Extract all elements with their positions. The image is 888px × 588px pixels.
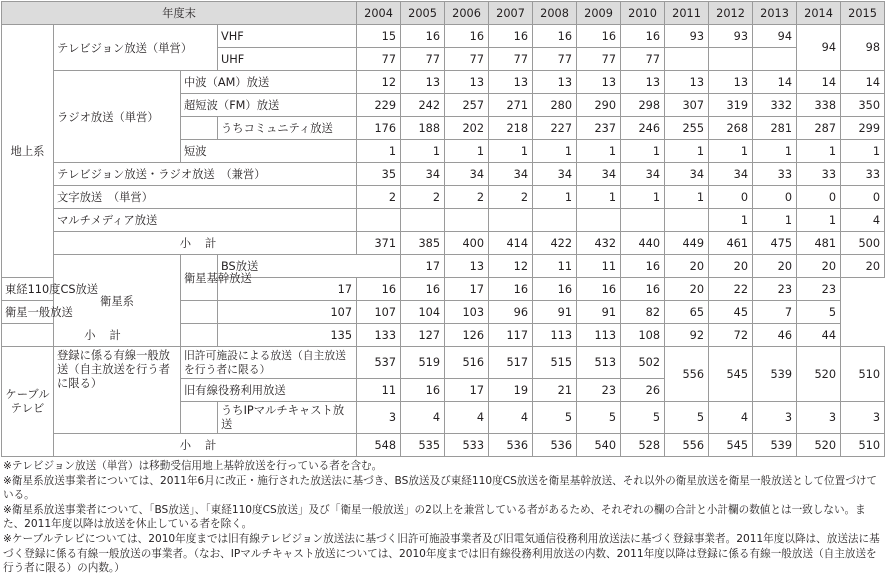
table-cell xyxy=(489,209,533,232)
table-cell: 82 xyxy=(621,301,665,324)
table-cell: 16 xyxy=(489,278,533,301)
table-cell: 1 xyxy=(797,140,841,163)
table-cell: 20 xyxy=(841,255,885,278)
table-cell: 422 xyxy=(533,232,577,255)
table-cell: 46 xyxy=(753,324,797,347)
table-cell: 77 xyxy=(621,48,665,71)
table-cell: 34 xyxy=(621,163,665,186)
table-cell: 515 xyxy=(533,347,577,379)
table-cell: 16 xyxy=(621,278,665,301)
table-cell: 539 xyxy=(753,347,797,402)
table-cell: 533 xyxy=(445,434,489,457)
table-row xyxy=(2,255,885,278)
table-cell: 11 xyxy=(533,255,577,278)
table-cell: 246 xyxy=(621,117,665,140)
table-cell: 34 xyxy=(709,163,753,186)
table-row xyxy=(2,71,885,94)
row-label: うちコミュニティ放送 xyxy=(218,117,357,140)
year-header: 2005 xyxy=(401,2,445,25)
table-row xyxy=(2,163,885,186)
row-label: マルチメディア放送 xyxy=(54,209,357,232)
table-cell: 500 xyxy=(841,232,885,255)
group-label: 地上系 xyxy=(2,25,54,278)
table-cell: 35 xyxy=(357,163,401,186)
footnote: ※衛星系放送事業者について、「BS放送」、「東経110度CS放送」及び「衛星一般放送」の2以上を兼営している者があるため、それぞれの欄の合計と小計欄の数値とは一致しない。また、2011年度以降は放送を休止している者を除く。 xyxy=(3,503,866,531)
table-cell: 22 xyxy=(709,278,753,301)
table-cell: 20 xyxy=(709,255,753,278)
table-cell: 481 xyxy=(797,232,841,255)
table-cell: 556 xyxy=(665,434,709,457)
table-cell: 2 xyxy=(445,186,489,209)
table-cell: 520 xyxy=(797,434,841,457)
table-cell: 16 xyxy=(577,278,621,301)
table-cell: 92 xyxy=(665,324,709,347)
table-cell: 255 xyxy=(665,117,709,140)
table-cell: 1 xyxy=(621,186,665,209)
table-cell: 1 xyxy=(709,209,753,232)
table-cell: 16 xyxy=(401,379,445,402)
subtotal-label: 小計 xyxy=(2,324,218,347)
table-cell: 299 xyxy=(841,117,885,140)
table-cell: 34 xyxy=(445,163,489,186)
header-row xyxy=(2,2,885,25)
table-cell: 4 xyxy=(841,209,885,232)
table-cell: 548 xyxy=(357,434,401,457)
table-cell: 17 xyxy=(218,278,357,301)
table-cell: 1 xyxy=(533,186,577,209)
table-cell: 17 xyxy=(401,255,445,278)
table-cell: 350 xyxy=(841,94,885,117)
table-cell: 13 xyxy=(709,71,753,94)
table-cell: 72 xyxy=(709,324,753,347)
row-label: 中波（AM）放送 xyxy=(181,71,357,94)
table-cell: 20 xyxy=(753,255,797,278)
table-cell: 4 xyxy=(709,402,753,434)
table-cell: 176 xyxy=(357,117,401,140)
table-cell: 545 xyxy=(709,434,753,457)
table-cell: 13 xyxy=(533,71,577,94)
table-cell: 0 xyxy=(797,186,841,209)
table-cell xyxy=(577,209,621,232)
table-cell: 281 xyxy=(753,117,797,140)
table-cell: 414 xyxy=(489,232,533,255)
table-cell xyxy=(621,209,665,232)
table-cell: 44 xyxy=(797,324,841,347)
table-cell: 77 xyxy=(401,48,445,71)
table-cell: 237 xyxy=(577,117,621,140)
table-cell: 385 xyxy=(401,232,445,255)
table-cell: 77 xyxy=(533,48,577,71)
table-row xyxy=(2,347,885,379)
table-cell: 14 xyxy=(797,71,841,94)
table-cell: 540 xyxy=(577,434,621,457)
table-cell: 400 xyxy=(445,232,489,255)
table-cell: 20 xyxy=(797,255,841,278)
table-cell: 91 xyxy=(533,301,577,324)
table-cell: 520 xyxy=(797,347,841,402)
table-cell: 16 xyxy=(357,278,401,301)
group-label: 衛星系 xyxy=(54,255,181,347)
table-cell: 0 xyxy=(753,186,797,209)
table-cell: 21 xyxy=(533,379,577,402)
table-cell: 432 xyxy=(577,232,621,255)
table-cell: 16 xyxy=(489,25,533,48)
table-cell xyxy=(753,48,797,71)
table-cell: 290 xyxy=(577,94,621,117)
footnote: ※ケーブルテレビについては、2010年度までは旧有線テレビジョン放送法に基づく旧許可施設事業者及び旧電気通信役務利用放送法に基づく登録事業者。2011年度以降は、放送法に基づく登録に係る有線一般放送の事業者。（なお、IPマルチキャスト放送については、2010年度までは旧有線役務利用放送の内数、2011年度以降は登録に係る有線一般放送（自主放送を行う者に限る）の内数。） xyxy=(3,532,880,575)
table-cell: 1 xyxy=(841,140,885,163)
table-cell: 227 xyxy=(533,117,577,140)
table-cell xyxy=(665,48,709,71)
table-cell: 34 xyxy=(401,163,445,186)
table-cell: 14 xyxy=(753,71,797,94)
row-label: 短波 xyxy=(181,140,357,163)
table-cell: 20 xyxy=(665,255,709,278)
year-header: 2008 xyxy=(533,2,577,25)
table-cell: 0 xyxy=(841,186,885,209)
table-cell: 3 xyxy=(797,402,841,434)
table-cell: 1 xyxy=(489,140,533,163)
footnote: ※テレビジョン放送（単営）は移動受信用地上基幹放送を行っている者を含む。 xyxy=(3,460,383,472)
table-cell: 135 xyxy=(218,324,357,347)
table-cell: 461 xyxy=(709,232,753,255)
table-cell: 26 xyxy=(621,379,665,402)
table-cell: 5 xyxy=(577,402,621,434)
category-label: ラジオ放送（単営） xyxy=(54,71,181,163)
year-header: 2004 xyxy=(357,2,401,25)
table-cell: 202 xyxy=(445,117,489,140)
table-cell: 338 xyxy=(797,94,841,117)
table-cell: 113 xyxy=(577,324,621,347)
table-cell: 127 xyxy=(401,324,445,347)
table-cell: 16 xyxy=(445,25,489,48)
table-cell: 1 xyxy=(357,140,401,163)
table-cell: 33 xyxy=(797,163,841,186)
table-cell: 20 xyxy=(665,278,709,301)
subtotal-row xyxy=(2,434,885,457)
table-cell: 440 xyxy=(621,232,665,255)
table-cell: 218 xyxy=(489,117,533,140)
table-cell: 12 xyxy=(357,71,401,94)
table-cell: 19 xyxy=(489,379,533,402)
table-cell: 307 xyxy=(665,94,709,117)
table-cell: 3 xyxy=(753,402,797,434)
row-label: 旧有線役務利用放送 xyxy=(181,379,357,402)
table-cell: 23 xyxy=(797,278,841,301)
table-cell xyxy=(357,209,401,232)
table-cell: 0 xyxy=(709,186,753,209)
table-cell: 271 xyxy=(489,94,533,117)
table-cell: 94 xyxy=(753,25,797,48)
table-cell: 15 xyxy=(357,25,401,48)
table-cell: 510 xyxy=(841,434,885,457)
table-cell: 1 xyxy=(753,140,797,163)
table-cell: 117 xyxy=(489,324,533,347)
table-cell: 16 xyxy=(577,25,621,48)
table-cell: 34 xyxy=(533,163,577,186)
row-label: UHF xyxy=(218,48,357,71)
table-cell: 298 xyxy=(621,94,665,117)
table-cell: 126 xyxy=(445,324,489,347)
table-cell: 502 xyxy=(621,347,665,379)
table-cell: 1 xyxy=(577,140,621,163)
subtotal-label: 小計 xyxy=(54,434,357,457)
table-cell: 77 xyxy=(445,48,489,71)
table-cell: 93 xyxy=(709,25,753,48)
table-cell: 77 xyxy=(489,48,533,71)
table-cell xyxy=(665,209,709,232)
table-cell: 1 xyxy=(753,209,797,232)
table-cell: 16 xyxy=(621,255,665,278)
table-cell: 77 xyxy=(357,48,401,71)
table-cell: 257 xyxy=(445,94,489,117)
table-cell: 513 xyxy=(577,347,621,379)
table-cell: 242 xyxy=(401,94,445,117)
table-cell xyxy=(533,209,577,232)
header-label: 年度末 xyxy=(2,2,357,25)
year-header: 2006 xyxy=(445,2,489,25)
year-header: 2012 xyxy=(709,2,753,25)
table-cell: 91 xyxy=(577,301,621,324)
subtotal-row xyxy=(2,232,885,255)
table-cell: 3 xyxy=(841,402,885,434)
table-cell: 17 xyxy=(445,278,489,301)
table-cell: 1 xyxy=(533,140,577,163)
table-cell: 11 xyxy=(577,255,621,278)
table-cell: 13 xyxy=(621,71,665,94)
year-header: 2015 xyxy=(841,2,885,25)
table-cell: 14 xyxy=(841,71,885,94)
table-cell: 519 xyxy=(401,347,445,379)
table-row xyxy=(2,186,885,209)
row-label: BS放送 xyxy=(218,255,401,278)
table-cell: 319 xyxy=(709,94,753,117)
table-cell: 2 xyxy=(401,186,445,209)
table-cell: 1 xyxy=(401,140,445,163)
table-cell: 280 xyxy=(533,94,577,117)
row-label: 衛星一般放送 xyxy=(2,301,218,324)
table-cell: 17 xyxy=(445,379,489,402)
table-cell: 4 xyxy=(401,402,445,434)
year-header: 2013 xyxy=(753,2,797,25)
table-cell: 1 xyxy=(709,140,753,163)
table-cell: 16 xyxy=(621,25,665,48)
table-cell: 536 xyxy=(533,434,577,457)
table-cell: 16 xyxy=(533,278,577,301)
year-header: 2011 xyxy=(665,2,709,25)
table-cell: 13 xyxy=(445,255,489,278)
table-cell: 7 xyxy=(753,301,797,324)
table-cell: 65 xyxy=(665,301,709,324)
table-cell: 545 xyxy=(709,347,753,402)
year-header: 2014 xyxy=(797,2,841,25)
row-label: 旧許可施設による放送（自主放送を行う者に限る） xyxy=(181,347,357,379)
year-header: 2007 xyxy=(489,2,533,25)
table-cell xyxy=(709,48,753,71)
table-cell xyxy=(445,209,489,232)
table-cell: 528 xyxy=(621,434,665,457)
table-cell: 539 xyxy=(753,434,797,457)
table-cell: 13 xyxy=(489,71,533,94)
year-header: 2009 xyxy=(577,2,621,25)
broadcaster-count-table xyxy=(1,1,885,457)
table-cell: 104 xyxy=(401,301,445,324)
table-cell: 107 xyxy=(357,301,401,324)
table-row xyxy=(2,209,885,232)
table-cell: 1 xyxy=(445,140,489,163)
table-cell: 33 xyxy=(841,163,885,186)
table-cell: 77 xyxy=(577,48,621,71)
table-cell: 108 xyxy=(621,324,665,347)
table-cell: 1 xyxy=(665,140,709,163)
table-cell: 23 xyxy=(753,278,797,301)
table-cell: 13 xyxy=(577,71,621,94)
table-cell: 229 xyxy=(357,94,401,117)
table-cell: 34 xyxy=(577,163,621,186)
table-cell: 1 xyxy=(577,186,621,209)
table-cell: 556 xyxy=(665,347,709,402)
table-cell: 16 xyxy=(401,25,445,48)
table-cell: 268 xyxy=(709,117,753,140)
table-cell: 449 xyxy=(665,232,709,255)
row-label: うちIPマルチキャスト放送 xyxy=(218,402,357,434)
table-cell: 2 xyxy=(357,186,401,209)
table-cell: 536 xyxy=(489,434,533,457)
table-cell: 113 xyxy=(533,324,577,347)
table-cell: 103 xyxy=(445,301,489,324)
footnote: ※衛星系放送事業者については、2011年6月に改正・施行された放送法に基づき、BS放送及び東経110度CS放送を衛星基幹放送、それ以外の衛星放送を衛星一般放送として位置づけている。 xyxy=(3,474,878,502)
table-cell: 34 xyxy=(489,163,533,186)
subtotal-row xyxy=(2,324,885,347)
table-row xyxy=(2,25,885,48)
table-cell: 517 xyxy=(489,347,533,379)
row-label: 文字放送 （単営） xyxy=(54,186,357,209)
table-cell: 4 xyxy=(445,402,489,434)
table-cell: 16 xyxy=(401,278,445,301)
table-cell: 133 xyxy=(357,324,401,347)
row-label: VHF xyxy=(218,25,357,48)
table-cell: 535 xyxy=(401,434,445,457)
group-label: ケーブルテレビ xyxy=(2,347,54,457)
table-cell: 332 xyxy=(753,94,797,117)
table-cell: 2 xyxy=(489,186,533,209)
table-cell: 4 xyxy=(489,402,533,434)
row-spacer xyxy=(181,402,218,434)
table-cell: 33 xyxy=(753,163,797,186)
table-cell: 11 xyxy=(357,379,401,402)
table-cell: 475 xyxy=(753,232,797,255)
table-cell: 1 xyxy=(797,209,841,232)
table-cell: 94 xyxy=(797,25,841,71)
row-label: 超短波（FM）放送 xyxy=(181,94,357,117)
row-label: 東経110度CS放送 xyxy=(2,278,181,301)
table-cell: 5 xyxy=(621,402,665,434)
table-cell: 16 xyxy=(533,25,577,48)
table-cell: 23 xyxy=(577,379,621,402)
year-header: 2010 xyxy=(621,2,665,25)
table-cell: 93 xyxy=(665,25,709,48)
subtotal-label: 小計 xyxy=(54,232,357,255)
table-cell: 287 xyxy=(797,117,841,140)
table-cell: 188 xyxy=(401,117,445,140)
table-cell: 516 xyxy=(445,347,489,379)
table-cell: 96 xyxy=(489,301,533,324)
table-cell: 1 xyxy=(621,140,665,163)
table-cell: 5 xyxy=(533,402,577,434)
row-spacer xyxy=(181,117,218,140)
table-cell: 13 xyxy=(445,71,489,94)
table-cell: 5 xyxy=(665,402,709,434)
table-cell: 1 xyxy=(665,186,709,209)
table-cell: 13 xyxy=(401,71,445,94)
category-label: 衛星基幹放送 xyxy=(181,255,218,301)
table-cell: 34 xyxy=(665,163,709,186)
category-label: テレビジョン放送（単営） xyxy=(54,25,218,71)
table-cell: 98 xyxy=(841,25,885,71)
table-cell: 371 xyxy=(357,232,401,255)
row-label: テレビジョン放送・ラジオ放送 （兼営） xyxy=(54,163,357,186)
table-cell: 5 xyxy=(797,301,841,324)
table-cell xyxy=(401,209,445,232)
table-cell: 107 xyxy=(218,301,357,324)
table-cell: 13 xyxy=(665,71,709,94)
table-cell: 12 xyxy=(489,255,533,278)
table-cell: 45 xyxy=(709,301,753,324)
table-cell: 510 xyxy=(841,347,885,402)
table-cell: 3 xyxy=(357,402,401,434)
category-label: 登録に係る有線一般放送（自主放送を行う者に限る） xyxy=(54,347,181,434)
table-cell: 537 xyxy=(357,347,401,379)
footnotes xyxy=(3,459,883,576)
